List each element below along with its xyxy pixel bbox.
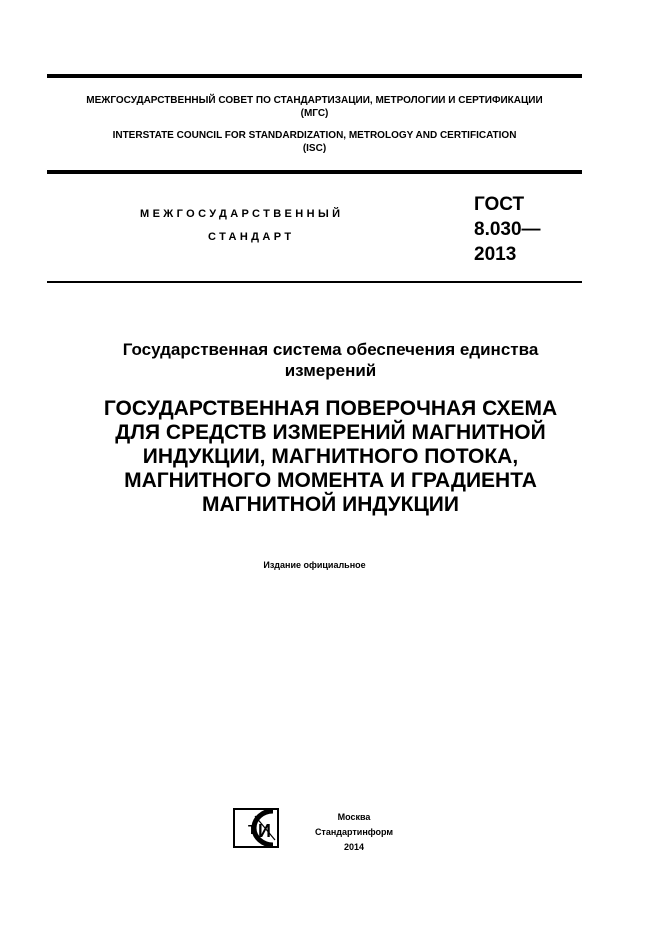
gost-designation xyxy=(474,192,541,267)
council-block xyxy=(47,94,582,155)
gost-label: ГОСТ xyxy=(474,194,525,215)
header-bottom-rule xyxy=(47,281,582,283)
standard-type-line1: МЕЖГОСУДАРСТВЕННЫЙ xyxy=(140,208,344,220)
top-rule xyxy=(47,74,582,78)
document-title-line2: ДЛЯ СРЕДСТВ ИЗМЕРЕНИЙ МАГНИТНОЙ xyxy=(115,421,546,444)
document-title-line5: МАГНИТНОЙ ИНДУКЦИИ xyxy=(202,493,459,516)
council-name-ru: МЕЖГОСУДАРСТВЕННЫЙ СОВЕТ ПО СТАНДАРТИЗАЦИИ, МЕТРОЛОГИИ И СЕРТИФИКАЦИИ xyxy=(86,95,543,106)
standartinform-logo-icon xyxy=(233,808,295,848)
publisher-block xyxy=(300,810,408,855)
series-title xyxy=(40,339,621,381)
gost-number: 8.030— xyxy=(474,219,541,240)
standard-type-line2: СТАНДАРТ xyxy=(208,231,295,243)
publisher-city: Москва xyxy=(337,812,371,822)
series-title-line1: Государственная система обеспечения единства xyxy=(122,340,539,359)
publisher-name: Стандартинформ xyxy=(314,827,394,837)
council-name-en: INTERSTATE COUNCIL FOR STANDARDIZATION, METROLOGY AND CERTIFICATION xyxy=(112,130,517,141)
svg-text:Т: Т xyxy=(248,822,256,837)
document-title-line1: ГОСУДАРСТВЕННАЯ ПОВЕРОЧНАЯ СХЕМА xyxy=(103,397,558,420)
council-abbr-en: (ISC) xyxy=(302,143,327,154)
publisher-year: 2014 xyxy=(343,842,365,852)
gost-year: 2013 xyxy=(474,244,517,265)
series-title-line2: измерений xyxy=(284,361,377,380)
council-abbr-ru: (МГС) xyxy=(300,108,329,119)
document-title-line3: ИНДУКЦИИ, МАГНИТНОГО ПОТОКА, xyxy=(142,445,519,468)
document-title-line4: МАГНИТНОГО МОМЕНТА И ГРАДИЕНТА xyxy=(124,469,537,492)
edition-note: Издание официальное xyxy=(263,560,366,570)
council-bottom-rule xyxy=(47,170,582,174)
svg-text:И: И xyxy=(258,821,271,841)
document-title xyxy=(30,397,631,517)
